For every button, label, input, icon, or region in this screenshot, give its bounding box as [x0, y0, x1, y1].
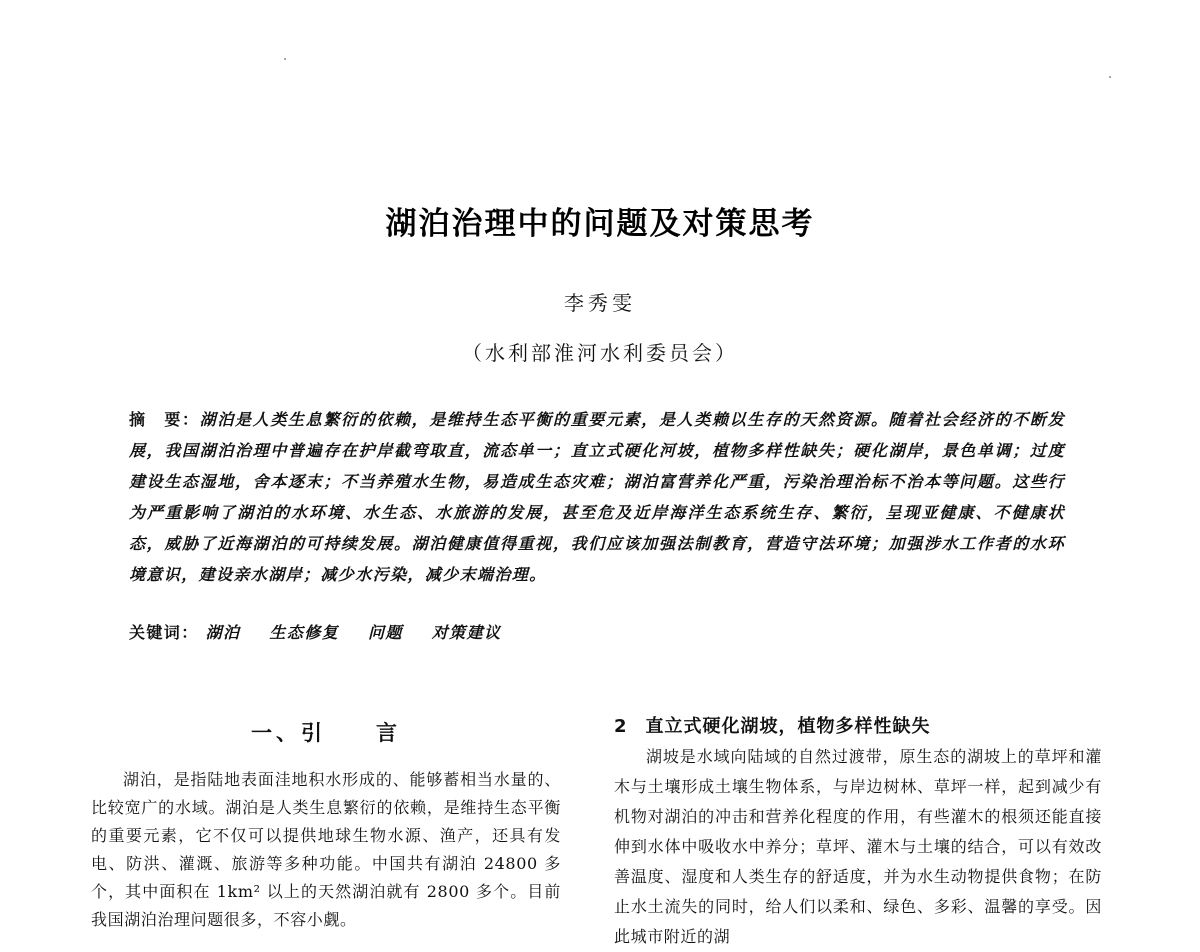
section-2-paragraph: 湖坡是水域向陆域的自然过渡带，原生态的湖坡上的草坪和灌木与土壤形成土壤生物体系，与岸边树林、草坪一样，起到减少有机物对湖泊的冲击和营养化程度的作用，有些灌木的根须还能直接伸到水体中吸收水中养分；草坪、灌木与土壤的结合，可以有效改善温度、湿度和人类生存的舒适度，并为水生动物提供食物；在防止水土流失的同时，给人们以柔和、绿色、多彩、温馨的享受。因此城市附近的湖: [614, 747, 1102, 946]
section-number: 2: [614, 716, 628, 737]
section-heading-2: [614, 712, 1102, 742]
keyword: 生态修复: [269, 623, 339, 642]
keyword: 对策建议: [431, 623, 502, 642]
keywords-block: [129, 619, 1065, 647]
introduction-paragraph: 湖泊，是指陆地表面洼地积水形成的、能够蓄相当水量的、比较宽广的水域。湖泊是人类生息繁衍的依赖，是维持生态平衡的重要元素，它不仅可以提供地球生物水源、渔产，还具有发电、防洪、灌溉、旅游等多种功能。中国共有湖泊 24800 多个，其中面积在 1km² 以上的天然湖泊就有 2800 多个。目前我国湖泊治理问题很多，不容小觑。: [91, 770, 561, 929]
left-column: [91, 712, 561, 934]
section-heading-introduction: 一、引 言: [251, 721, 401, 745]
scan-speck: [284, 58, 286, 60]
keyword: 问题: [367, 623, 403, 642]
keywords-label: 关键词：: [129, 623, 199, 642]
abstract-text: 湖泊是人类生息繁衍的依赖，是维持生态平衡的重要元素，是人类赖以生存的天然资源。随着社会经济的不断发展，我国湖泊治理中普遍存在护岸截弯取直，流态单一；直立式硬化河坡，植物多样性缺失；硬化湖岸，景色单调；过度建设生态湿地，舍本逐末；不当养殖水生物，易造成生态灾难；湖泊富营养化严重，污染治理治标不治本等问题。这些行为严重影响了湖泊的水环境、水生态、水旅游的发展，甚至危及近岸海洋生态系统生存、繁衍，呈现亚健康、不健康状态，威胁了近海湖泊的可持续发展。湖泊健康值得重视，我们应该加强法制教育，营造守法环境；加强涉水工作者的水环境意识，建设亲水湖岸；减少水污染，减少末端治理。: [129, 410, 1065, 584]
author-affiliation: （水利部淮河水利委员会）: [462, 341, 738, 365]
keyword: 湖泊: [205, 623, 241, 642]
author-name: 李秀雯: [564, 291, 636, 315]
abstract-label: 摘 要：: [129, 410, 200, 429]
section-title: 直立式硬化湖坡，植物多样性缺失: [645, 716, 931, 737]
paper-title: 湖泊治理中的问题及对策思考: [385, 206, 815, 242]
scan-speck: [1109, 76, 1111, 78]
abstract-block: [129, 404, 1065, 590]
right-column: [614, 712, 1102, 952]
